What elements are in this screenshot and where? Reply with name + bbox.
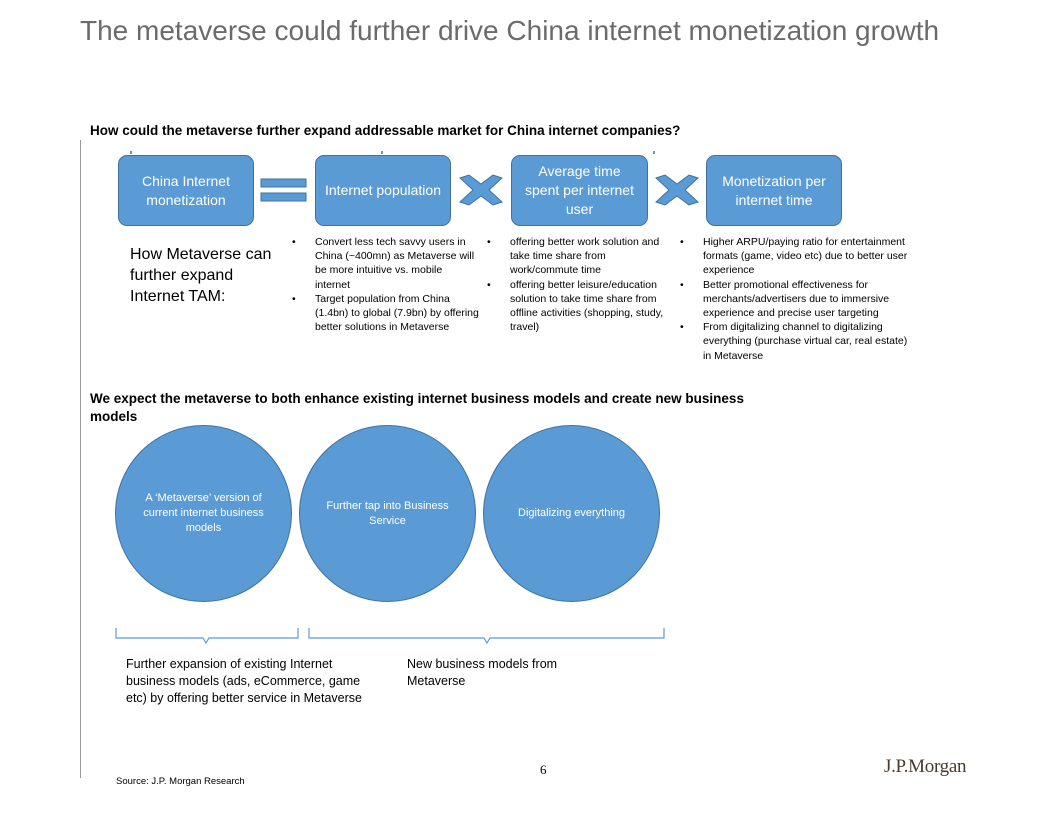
multiply-icon bbox=[654, 174, 700, 206]
bullets-monetization bbox=[680, 235, 908, 363]
bullets-average-time bbox=[487, 235, 675, 334]
decorative-mark bbox=[130, 151, 132, 154]
list-item: • From digitalizing channel to digitalizing everything (purchase virtual car, real estate) in Metaverse bbox=[680, 321, 908, 362]
list-item: • offering better leisure/education solution to take time share from offline activities (shopping, study, travel) bbox=[487, 278, 664, 334]
list-item: • Higher ARPU/paying ratio for entertainment formats (game, video etc) due to better user experience bbox=[680, 236, 908, 277]
page-number: 6 bbox=[540, 762, 547, 777]
circle-digitalizing-everything: Digitalizing everything bbox=[483, 425, 660, 602]
decorative-mark bbox=[381, 151, 383, 154]
list-item: • offering better work solution and take time share from work/commute time bbox=[487, 236, 660, 277]
section-heading-tam: How could the metaverse further expand addressable market for China internet companies? bbox=[90, 123, 681, 138]
circle-metaverse-version: A ‘Metaverse’ version of current internet business models bbox=[115, 425, 292, 602]
jpmorgan-logo: J.P.Morgan bbox=[884, 756, 967, 777]
tam-label: How Metaverse can further expand Internet TAM: bbox=[130, 246, 272, 305]
box-internet-population: Internet population bbox=[315, 155, 451, 226]
box-average-time-spent: Average time spent per internet user bbox=[511, 155, 648, 226]
page-title: The metaverse could further drive China internet monetization growth bbox=[80, 15, 940, 46]
circle-business-service: Further tap into Business Service bbox=[299, 425, 476, 602]
brace-markers bbox=[112, 626, 672, 648]
source-note: Source: J.P. Morgan Research bbox=[116, 776, 245, 787]
list-item: • Convert less tech savvy users in China (~400mn) as Metaverse will be more intuitive vs. mobile internet bbox=[292, 236, 475, 291]
bullets-internet-population bbox=[292, 235, 480, 334]
list-item: • Target population from China (1.4bn) to global (7.9bn) by offering better solutions in Metaverse bbox=[292, 292, 479, 334]
box-monetization-per-time: Monetization per internet time bbox=[706, 155, 842, 226]
box-china-internet-monetization: China Internet monetization bbox=[118, 155, 254, 226]
multiply-icon bbox=[458, 174, 504, 206]
section-heading-business-models: We expect the metaverse to both enhance existing internet business models and create new business models bbox=[90, 391, 744, 424]
divider-line bbox=[80, 140, 81, 778]
equals-icon bbox=[260, 176, 308, 204]
caption-new-models: New business models from Metaverse bbox=[407, 657, 558, 688]
decorative-mark bbox=[653, 151, 655, 154]
list-item: • Better promotional effectiveness for merchants/advertisers due to immersive experience and precise user targeting bbox=[680, 278, 890, 320]
caption-existing-models: Further expansion of existing Internet business models (ads, eCommerce, game etc) by offering better service in Metaverse bbox=[126, 657, 362, 705]
